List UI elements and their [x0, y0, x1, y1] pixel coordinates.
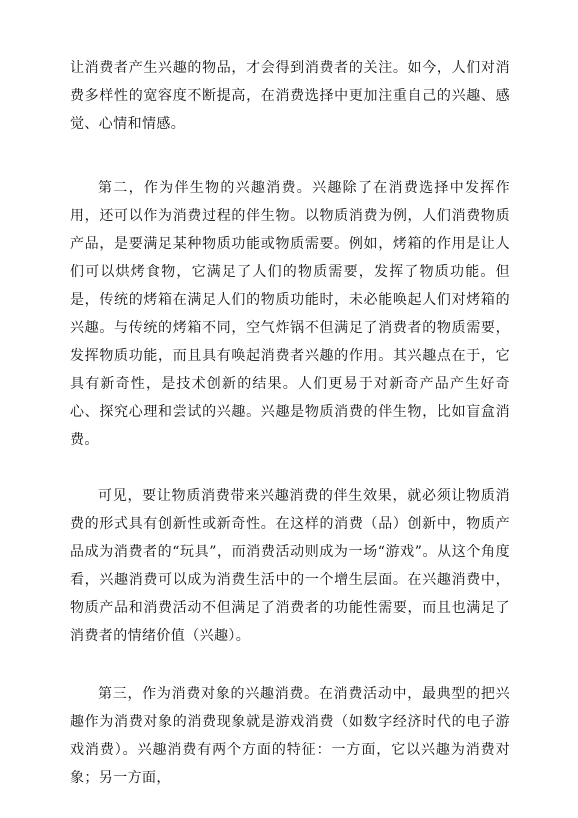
paragraph-2: 第二，作为伴生物的兴趣消费。兴趣除了在消费选择中发挥作用，还可以作为消费过程的伴生物。以物质消费为例，人们消费物质产品，是要满足某种物质功能或物质需要。例如，烤箱的作用是让人们可以烘烤食物，它满足了人们的物质需要，发挥了物质功能。但是，传统的烤箱在满足人们的物质功能时，未必能唤起人们对烤箱的兴趣。与传统的烤箱不同，空气炸锅不但满足了消费者的物质需要，发挥物质功能，而且具有唤起消费者兴趣的作用。其兴趣点在于，它具有新奇性，是技术创新的结果。人们更易于对新奇产品产生好奇心、探究心理和尝试的兴趣。兴趣是物质消费的伴生物，比如盲盒消费。 — [70, 180, 510, 448]
paragraph-3: 可见，要让物质消费带来兴趣消费的伴生效果，就必须让物质消费的形式具有创新性或新奇性。在这样的消费（品）创新中，物质产品成为消费者的“玩具”，而消费活动则成为一场“游戏”。从这个角度看，兴趣消费可以成为消费生活中的一个增生层面。在兴趣消费中，物质产品和消费活动不但满足了消费者的功能性需要，而且也满足了消费者的情绪价值（兴趣）。 — [70, 488, 510, 644]
paragraph-4: 第三，作为消费对象的兴趣消费。在消费活动中，最典型的把兴趣作为消费对象的消费现象就是游戏消费（如数字经济时代的电子游戏消费）。兴趣消费有两个方面的特征：一方面，它以兴趣为消费对象；另一方面， — [70, 686, 510, 786]
paragraph-1: 让消费者产生兴趣的物品，才会得到消费者的关注。如今，人们对消费多样性的宽容度不断提高，在消费选择中更加注重自己的兴趣、感觉、心情和情感。 — [70, 60, 510, 132]
